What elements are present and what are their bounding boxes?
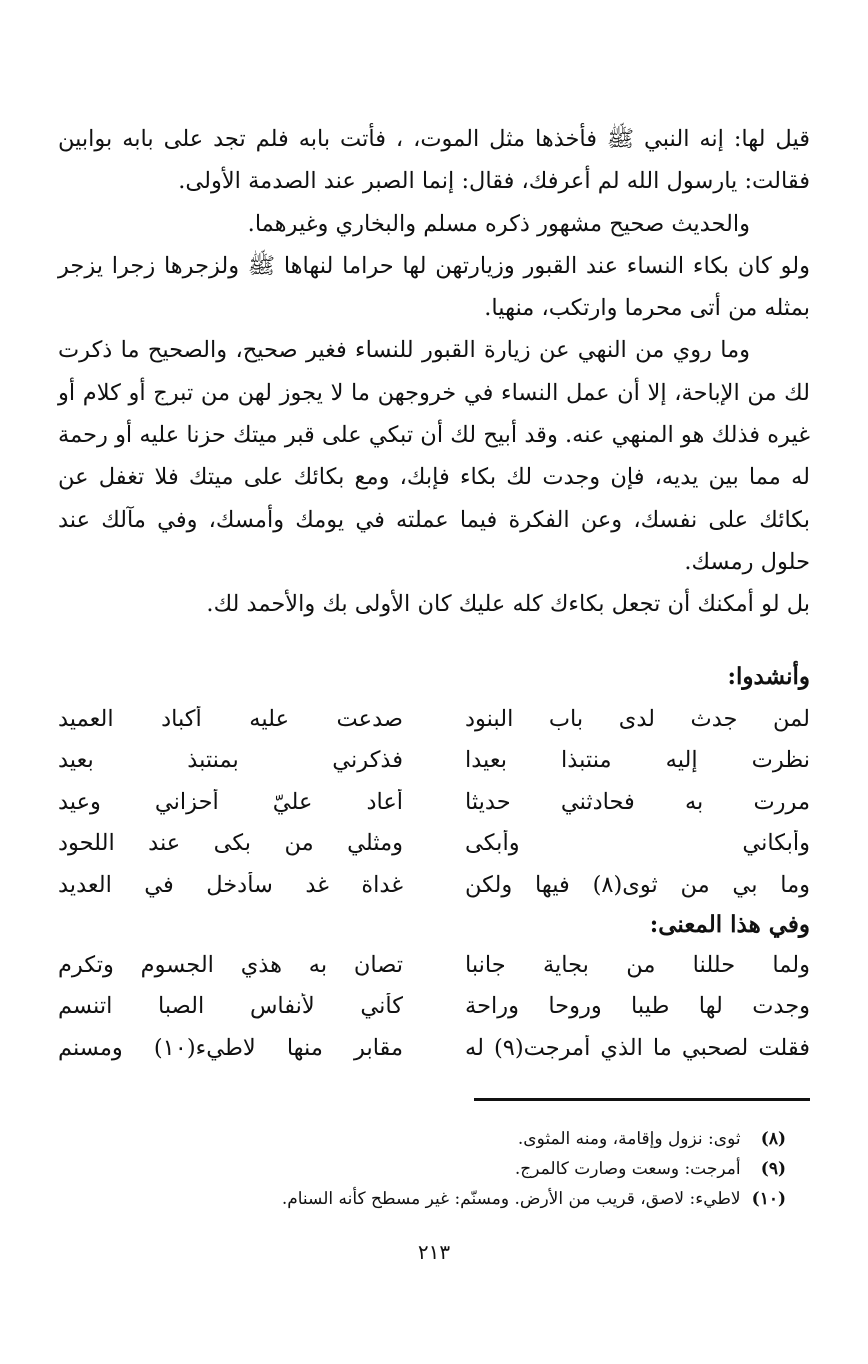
- verse-first-hemistich: ولما حللنا من بجاية جانبا: [465, 951, 810, 978]
- poem-verse: [58, 740, 810, 782]
- verse-second-hemistich: غداة غد سأدخل في العديد: [58, 871, 403, 898]
- page-number: ٢١٣: [417, 1240, 451, 1264]
- poem-heading: وأنشدوا:: [727, 663, 810, 690]
- poem-verse: [58, 1027, 810, 1069]
- verse-first-hemistich: لمن جدث لدى باب البنود: [465, 705, 810, 732]
- footnotes: [146, 1124, 786, 1214]
- paragraph: قيل لها: إنه النبي ﷺ فأخذها مثل الموت، ، فأتت بابه فلم تجد على بابه بوابين فقالت: يارسول الله لم أعرفك، فقال: إنما الصبر عند الصدمة الأولى.: [58, 126, 810, 195]
- paragraph: ولو كان بكاء النساء عند القبور وزيارتهن لها حراما لنهاها ﷺ ولزجرها زجرا يزجر بمثله من أتى محرما وارتكب، منهيا.: [58, 252, 810, 322]
- verse-first-hemistich: فقلت لصحبي ما الذي أمرجت(٩) له: [465, 1034, 810, 1061]
- poem-block: [58, 698, 810, 906]
- verse-second-hemistich: ومثلي من بكى عند اللحود: [58, 830, 403, 857]
- paragraph: والحديث صحيح مشهور ذكره مسلم والبخاري وغيرهما.: [247, 210, 750, 237]
- poem-verse: [58, 944, 810, 986]
- footnote-number: (٨): [760, 1129, 786, 1149]
- prose-section: [58, 118, 810, 626]
- footnote: [146, 1124, 786, 1154]
- verse-second-hemistich: كأني لأنفاس الصبا اتنسم: [58, 993, 403, 1020]
- verse-second-hemistich: صدعت عليه أكباد العميد: [58, 705, 403, 732]
- poem-verse: [58, 781, 810, 823]
- footnote-divider: [474, 1098, 810, 1101]
- poem-verse: [58, 823, 810, 865]
- verse-first-hemistich: وجدت لها طيبا وروحا وراحة: [465, 993, 810, 1020]
- verse-first-hemistich: وما بي من ثوى(٨) فيها ولكن: [465, 871, 810, 898]
- verse-first-hemistich: وأبكاني وأبكى: [465, 830, 810, 857]
- poem-verse: [58, 864, 810, 906]
- verse-second-hemistich: أعاد عليّ أحزاني وعيد: [58, 788, 403, 815]
- footnote-number: (١٠): [751, 1189, 786, 1209]
- footnote: [146, 1154, 786, 1184]
- footnote-number: (٩): [760, 1159, 786, 1179]
- footnote-text: لاطيء: لاصق، قريب من الأرض. ومسنّم: غير مسطح كأنه السنام.: [281, 1189, 741, 1209]
- verse-second-hemistich: مقابر منها لاطيء(١٠) ومسنم: [58, 1034, 403, 1061]
- paragraph: بل لو أمكنك أن تجعل بكاءك كله عليك كان الأولى بك والأحمد لك.: [206, 591, 810, 618]
- poem-block: [58, 944, 810, 1069]
- poem-verse: [58, 698, 810, 740]
- footnote-text: ثوى: نزول وإقامة، ومنه المثوى.: [517, 1129, 741, 1149]
- paragraph: وما روي من النهي عن زيارة القبور للنساء فغير صحيح، والصحيح ما ذكرت لك من الإباحة، إلا أن عمل النساء في خروجهن ما لا يجوز لهن من تبرج أو كلام أو غيره فذلك هو المنهي عنه. وقد أبيح لك أن تبكي على قبر ميتك حزنا عليه أو رحمة له مما بين يديه، فإن وجدت لك بكاء فإبك، ومع بكائك على ميتك فلا تغفل عن بكائك على نفسك، وعن الفكرة فيما عملته في يومك وأمسك، وفي مآلك عند حلول رمسك.: [58, 337, 810, 575]
- verse-first-hemistich: نظرت إليه منتبذا بعيدا: [465, 747, 810, 774]
- poem-verse: [58, 986, 810, 1028]
- verse-first-hemistich: مررت به فحادثني حديثا: [465, 788, 810, 815]
- verse-second-hemistich: فذكرني بمنتبذ بعيد: [58, 747, 403, 774]
- footnote: [146, 1184, 786, 1214]
- poem-heading: وفي هذا المعنى:: [649, 911, 810, 938]
- footnote-text: أمرجت: وسعت وصارت كالمرج.: [514, 1159, 741, 1179]
- verse-second-hemistich: تصان به هذي الجسوم وتكرم: [58, 951, 403, 978]
